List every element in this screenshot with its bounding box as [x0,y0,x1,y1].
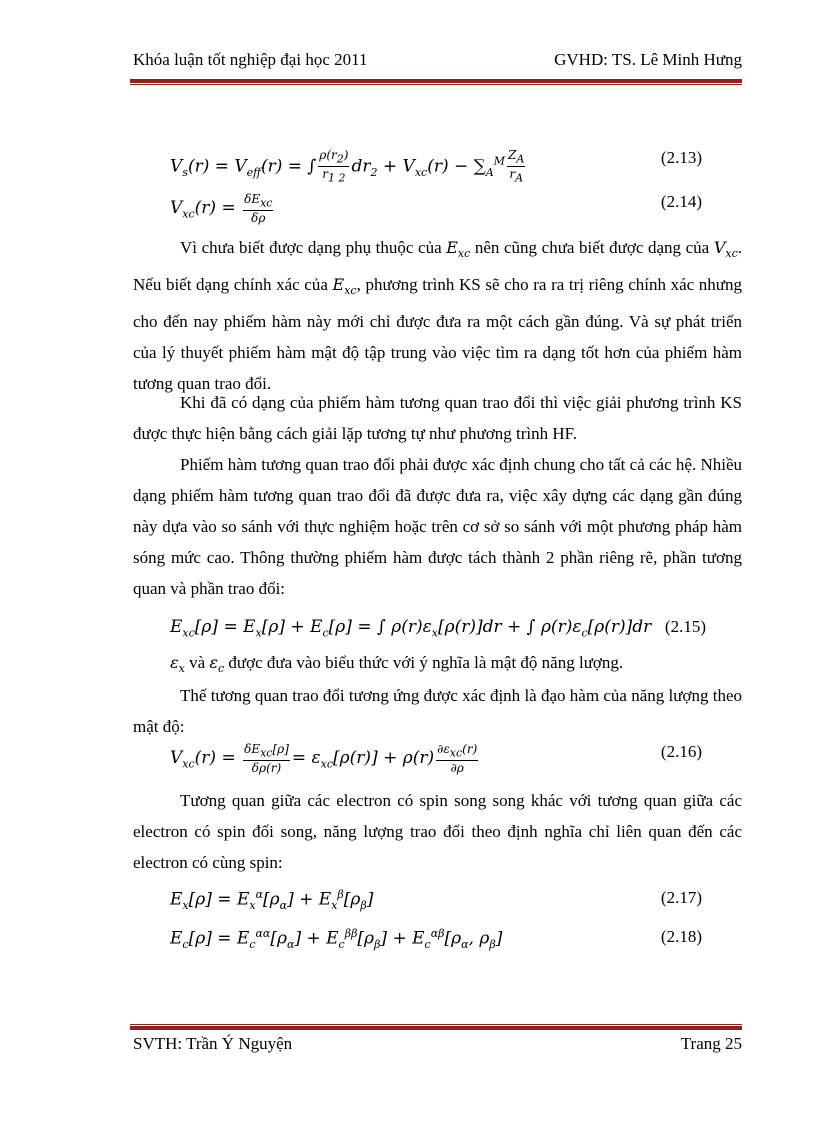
paragraph-1: Vì chưa biết được dạng phụ thuộc của $E_{xc}$ nên cũng chưa biết được dạng của $V_{xc}$. Nếu biết dạng chính xác của $E_{xc}$, phương trình KS sẽ cho ra ra trị riêng chính xác nhưng cho đến nay phiếm hàm này mới chỉ được đưa ra một cách gần đúng. Và sự phát triển của lý thuyết phiếm hàm mật độ tập trung vào việc tìm ra dạng tốt hơn của phiếm hàm tương quan trao đổi. [133,238,742,394]
paragraph-1-text-a: Vì chưa biết được dạng phụ thuộc của [180,238,447,257]
equation-number: (2.17) [660,888,702,907]
paragraph-4: $\varepsilon_x$ và $\varepsilon_c$ được đưa vào biểu thức với ý nghĩa là mật độ năng lượng. [170,653,624,676]
equation-2-16-math: $V_{xc}(r)$ = $\frac{\delta E_{xc}[\rho]}{\delta\rho(r)}$ = $\varepsilon_{xc}[\rho(r)] + \rho(r)$ $\frac{\partial\varepsilon_{xc}(r)}{\partial\rho}$ [170,742,478,776]
header-thesis-title: Khóa luận tốt nghiệp đại học 2011 [133,50,368,69]
paragraph-1-text-b: nên cũng chưa biết được dạng của [470,238,714,257]
equation-number: (2.18) [660,927,702,946]
paragraph-1-text-c: . Nếu biết dạng chính xác của [133,238,742,295]
equation-number: (2.13) [660,148,702,167]
paragraph-3: Phiếm hàm tương quan trao đổi phải được xác định chung cho tất cả các hệ. Nhiều dạng phiếm hàm tương quan trao đổi đã được đưa ra, việc xây dựng các dạng gần đúng này dựa vào so sánh với thực nghiệm hoặc trên cơ sở so sánh với một phương pháp hàm sóng mức cao. Thông thường phiếm hàm được tách thành 2 phần riêng rẽ, phần tương quan và phần trao đổi: [133,455,742,598]
equation-number: (2.15) [664,617,706,636]
header-rule [130,79,742,86]
equation-number: (2.14) [660,192,702,211]
equation-2-15-math: $E_{xc}[\rho] = E_x[\rho] + E_c[\rho]$ = ∫ $\rho(r)\varepsilon_x[\rho(r)]dr$ + ∫ $\rho(r)\varepsilon_c[\rho(r)]dr$ [170,617,652,640]
page-number: Trang 25 [680,1034,742,1053]
header-supervisor: GVHD: TS. Lê Minh Hưng [554,50,742,69]
equation-2-14 [170,192,742,226]
equation-2-17-math: $E_x[\rho] = E_x^\alpha[\rho_\alpha] + E_x^\beta[\rho_\beta]$ [170,888,374,913]
paragraph-6: Tương quan giữa các electron có spin song song khác với tương quan giữa các electron có spin đối song, năng lượng trao đổi theo định nghĩa chỉ liên quan đến các electron có cùng spin: [133,791,742,872]
equation-number: (2.16) [660,742,702,761]
equation-2-18 [170,927,742,957]
paragraph-5: Thế tương quan trao đổi tương ứng được xác định là đạo hàm của năng lượng theo mật độ: [133,686,742,736]
equation-2-13 [170,148,742,185]
equation-2-14-math: $V_{xc}(r)$ = $\frac{\delta E_{xc}}{\delta\rho}$ [170,192,273,226]
paragraph-1-text-d: , phương trình KS sẽ cho ra ra trị riêng chính xác nhưng cho đến nay phiếm hàm này mới chỉ được đưa ra một cách gần đúng. Và sự phát triển của lý thuyết phiếm hàm mật độ tập trung vào việc tìm ra dạng tốt hơn của phiếm hàm tương quan trao đổi. [133,275,742,394]
equation-2-15 [170,617,742,645]
equation-2-17 [170,888,742,918]
equation-2-13-math: $V_s(r) = V_{eff}(r)$ = ∫ $\frac{\rho(r_2)}{r_{1 2}}$ $dr_2 + V_{xc}(r) - \sum_A^M$ $\frac{Z_A}{r_A}$ [170,148,525,185]
footer-student: SVTH: Trần Ý Nguyện [133,1034,293,1053]
paragraph-2: Khi đã có dạng của phiếm hàm tương quan trao đổi thì việc giải phương trình KS được thực hiện bằng cách giải lặp tương tự như phương trình HF. [133,393,742,443]
equation-2-16 [170,742,742,776]
equation-2-18-math: $E_c[\rho] = E_c^{\alpha\alpha}[\rho_\alpha] + E_c^{\beta\beta}[\rho_\beta] + E_c^{\alpha\beta}[\rho_\alpha$, $\rho_\beta$] [170,927,503,952]
paragraph-4-text-a: và [184,653,210,672]
footer-rule [130,1024,742,1031]
paragraph-4-text-b: được đưa vào biểu thức với ý nghĩa là mật độ năng lượng. [224,653,624,672]
